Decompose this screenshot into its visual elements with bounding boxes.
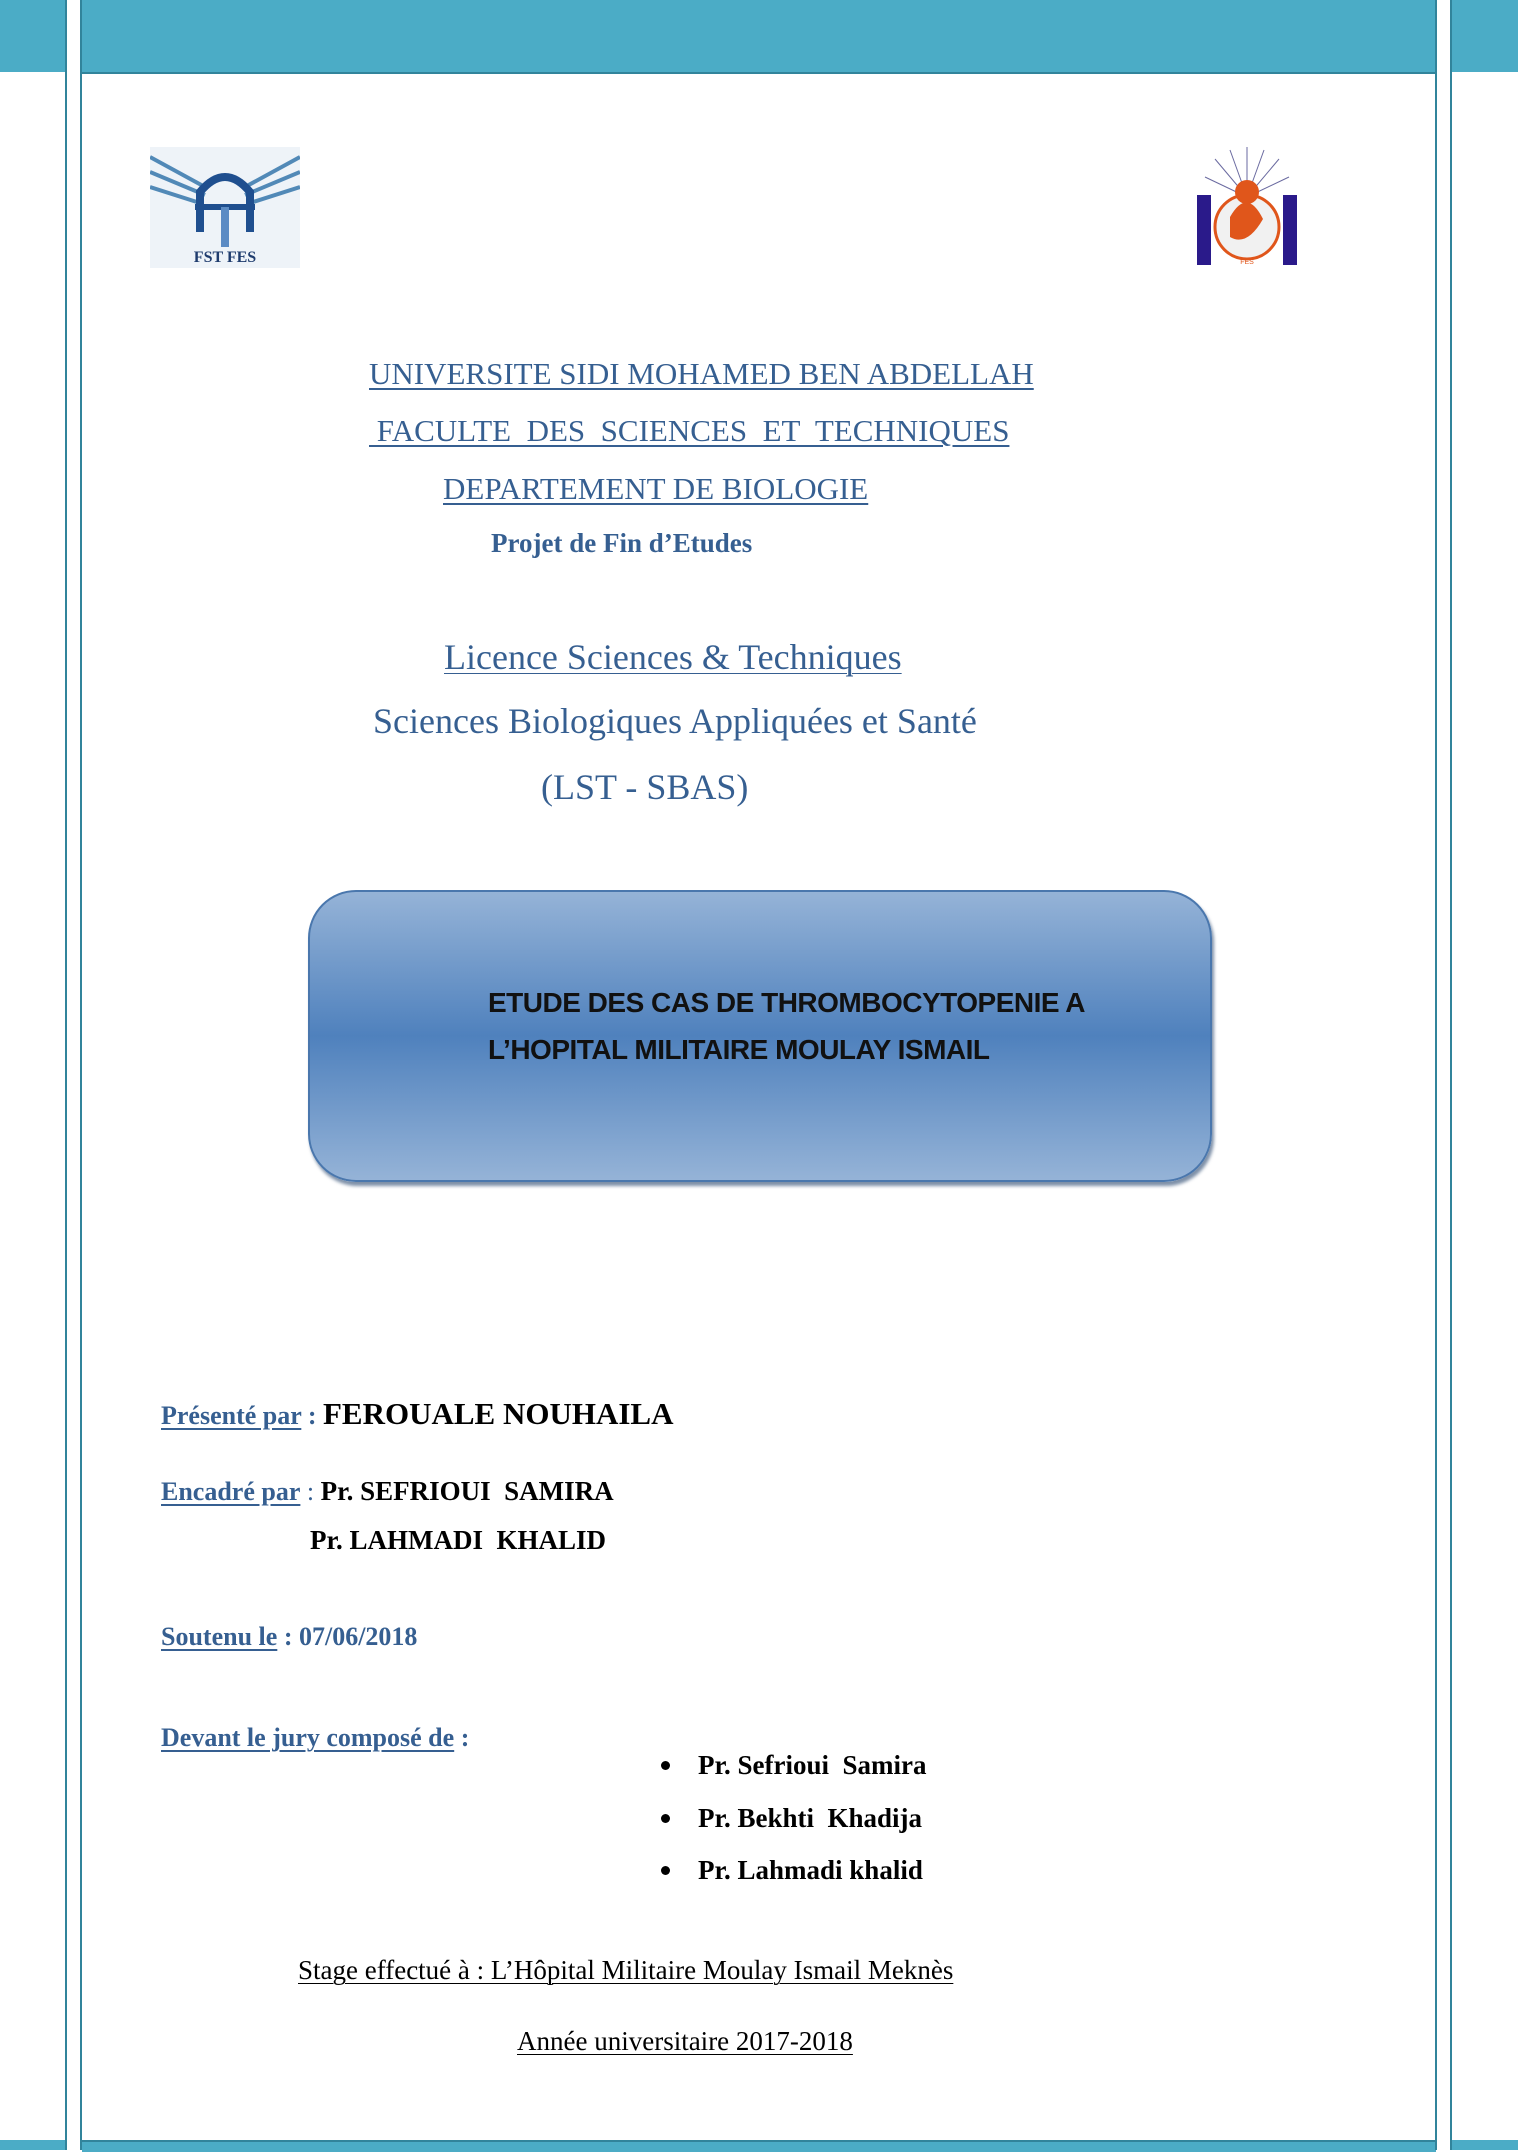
- program-acronym: (LST - SBAS): [541, 767, 749, 807]
- bullet-icon: [661, 1814, 670, 1823]
- frame-line: [80, 0, 82, 2150]
- top-band: [82, 0, 1436, 74]
- presented-by-row: [148, 1372, 674, 1429]
- university-seal-logo: [1185, 147, 1309, 268]
- separator: :: [300, 1477, 321, 1506]
- jury-member: Pr. Sefrioui Samira: [698, 1750, 927, 1780]
- frame-line: [1450, 0, 1452, 2150]
- frame-line: [65, 0, 67, 2150]
- jury-row: [148, 1699, 469, 1751]
- svg-text:FES: FES: [1240, 259, 1254, 266]
- frame-line: [1435, 0, 1437, 2150]
- separator: :: [454, 1723, 470, 1752]
- presented-by-label: Présenté par: [161, 1401, 302, 1430]
- bottom-band: [82, 2140, 1436, 2152]
- bottom-band-left: [0, 2140, 66, 2150]
- internship-location: Stage effectué à : L’Hôpital Militaire Moulay Ismail Meknès: [298, 1955, 954, 1985]
- student-name: FEROUALE NOUHAILA: [322, 1396, 674, 1431]
- supervisor-2: Pr. LAHMADI KHALID: [310, 1525, 607, 1555]
- top-band-right: [1452, 0, 1518, 72]
- field-name: Sciences Biologiques Appliquées et Santé: [373, 701, 977, 741]
- jury-member: Pr. Bekhti Khadija: [698, 1803, 923, 1833]
- defense-date-row: [148, 1598, 417, 1650]
- university-name: UNIVERSITE SIDI MOHAMED BEN ABDELLAH: [369, 356, 1034, 391]
- degree-name: Licence Sciences & Techniques: [444, 637, 902, 677]
- bullet-icon: [661, 1866, 670, 1875]
- department-name: DEPARTEMENT DE BIOLOGIE: [443, 471, 869, 506]
- top-band-left: [0, 0, 66, 72]
- defense-date-label: Soutenu le: [161, 1622, 278, 1651]
- thesis-title-line1: ETUDE DES CAS DE THROMBOCYTOPENIE A: [488, 987, 1086, 1018]
- supervisor-1: Pr. SEFRIOUI SAMIRA: [320, 1476, 614, 1506]
- thesis-title-line2: L’HOPITAL MILITAIRE MOULAY ISMAIL: [488, 1034, 990, 1065]
- academic-year: Année universitaire 2017-2018: [517, 2026, 853, 2056]
- project-type: Projet de Fin d’Etudes: [491, 528, 753, 558]
- supervised-by-label: Encadré par: [161, 1477, 301, 1506]
- thesis-title-box: [308, 890, 1212, 1182]
- bullet-icon: [661, 1761, 670, 1770]
- faculty-name: FACULTE DES SCIENCES ET TECHNIQUES: [369, 413, 1010, 448]
- jury-member: Pr. Lahmadi khalid: [698, 1855, 923, 1885]
- separator: :: [301, 1401, 323, 1430]
- bottom-band-right: [1452, 2140, 1518, 2150]
- supervised-by-row: [148, 1452, 614, 1505]
- defense-date: : 07/06/2018: [277, 1622, 418, 1651]
- jury-label: Devant le jury composé de: [161, 1723, 455, 1752]
- svg-text:FST FES: FST FES: [193, 249, 257, 266]
- fst-fes-logo: [150, 147, 300, 268]
